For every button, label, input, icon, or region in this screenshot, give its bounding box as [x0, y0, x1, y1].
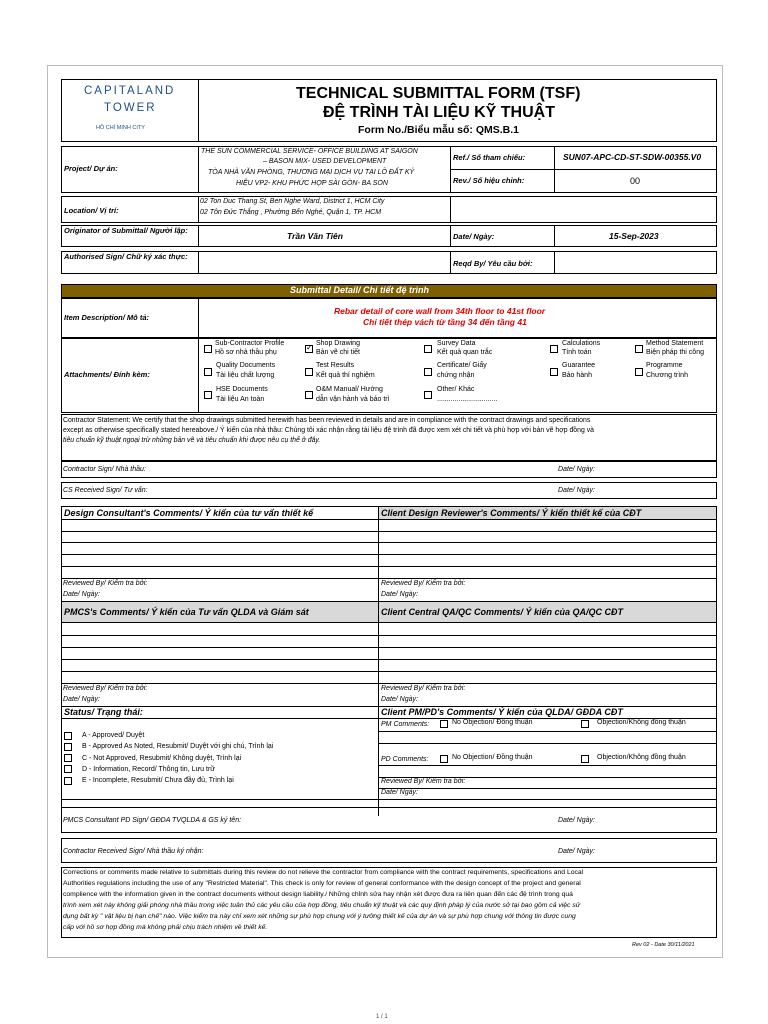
checkbox-om-manual[interactable]: [305, 391, 313, 399]
attach-label: Guarantee: [562, 362, 596, 369]
logo-line2: TOWER: [104, 102, 157, 114]
rev-value: 00: [630, 176, 641, 186]
checkbox-shop-drawing[interactable]: [305, 345, 313, 353]
location-line2: 02 Tôn Đức Thắng , Phường Bến Nghé, Quận 1, TP. HCM: [200, 209, 382, 216]
project-label: Project/ Dự án:: [64, 164, 118, 173]
disclaimer-line1: Corrections or comments made relative to submittals during this review do not relieve the contractor from compliance with the contract requirements, specifications and Local: [63, 869, 584, 876]
status-checkbox-a[interactable]: [64, 732, 72, 740]
attach-label-vi: chứng nhận: [437, 372, 475, 379]
originator-date-label: Date/ Ngày:: [453, 232, 495, 241]
status-item: A - Approved/ Duyệt: [82, 732, 145, 739]
status-checkbox-c[interactable]: [64, 754, 72, 762]
attach-label: Programme: [646, 362, 683, 369]
contractor-sign-box: [61, 461, 717, 478]
page-number: 1 / 1: [376, 1014, 388, 1020]
status-checkbox-e[interactable]: [64, 777, 72, 785]
attach-label-vi: Bảo hành: [562, 372, 592, 379]
attach-label-vi: Biện pháp thi công: [646, 349, 704, 356]
originator-label: Originator of Submittal/ Người lập:: [64, 226, 188, 235]
date-label: Date/ Ngày:: [381, 591, 418, 598]
statement-line1: Contractor Statement: We certify that the shop drawings submitted herewith has been reviewed in details and are in compliance with the contract drawings and specifications: [63, 417, 591, 424]
attach-label: Survey Data: [437, 340, 476, 347]
attach-label: Quality Documents: [216, 362, 276, 369]
date-label: Date/ Ngày:: [63, 696, 100, 703]
date-label: Date/ Ngày:: [381, 789, 418, 796]
client-design-header: [378, 506, 717, 520]
attach-label-vi: Tài liệu An toàn: [216, 396, 265, 403]
contractor-received-date-label: Date/ Ngày:: [558, 848, 595, 855]
originator-value: Trần Văn Tiên: [287, 231, 343, 241]
pm-no-objection-checkbox[interactable]: [440, 720, 448, 728]
statement-line3: tiêu chuẩn kỹ thuật ngoại trừ những bản vẽ và tiêu chuẩn khi được nêu cụ thể ở đây.: [63, 437, 321, 444]
checkbox-survey-data[interactable]: [424, 345, 432, 353]
client-qaqc-title: Client Central QA/QC Comments/ Ý kiến của QA/QC CĐT: [381, 607, 624, 617]
pm-comments-label: PM Comments:: [381, 721, 430, 728]
design-consultant-title: Design Consultant's Comments/ Ý kiến của tư vấn thiết kế: [64, 508, 314, 518]
attach-label: Certificate/ Giấy: [437, 362, 487, 369]
attach-label: Sub-Contractor Profile: [215, 340, 285, 347]
cs-sign-box: [61, 482, 717, 499]
checkbox-subcontractor-profile[interactable]: [204, 345, 212, 353]
attachments-label: Attachments/ Đính kèm:: [64, 370, 150, 379]
attach-label-vi: Chương trình: [646, 372, 688, 379]
attach-label-vi: ...............................: [437, 396, 498, 403]
item-line1: Rebar detail of core wall from 34th floor to 41st floor: [334, 306, 546, 316]
location-box: [61, 196, 717, 223]
checkbox-method-statement[interactable]: [635, 345, 643, 353]
disclaimer-line4: trình xem xét này không giải phóng nhà thầu trong việc tuân thủ các yêu cầu của hợp đồng, tiêu chuẩn kỹ thuật và các quy định pháp lý của nước sở tại bao gồm cả việc sử: [63, 902, 581, 909]
checkbox-hse-documents[interactable]: [204, 391, 212, 399]
client-design-title: Client Design Reviewer's Comments/ Ý kiến thiết kế của CĐT: [381, 508, 642, 518]
project-line3: TÒA NHÀ VĂN PHÒNG, THƯƠNG MẠI DỊCH VỤ TẠI LÔ ĐẤT KÝ: [208, 169, 415, 176]
checkbox-test-results[interactable]: [305, 368, 313, 376]
pmcs-sign-label: PMCS Consultant PD Sign/ GĐDA TVQLDA & GS ký tên:: [63, 817, 242, 824]
location-label: Location/ Vị trí:: [64, 206, 119, 215]
logo-line3: HỒ CHÍ MINH CITY: [96, 125, 145, 131]
cs-sign-label: CS Received Sign/ Tư vấn:: [63, 487, 148, 494]
client-qaqc-header: [378, 601, 717, 623]
pmcs-header: [61, 601, 379, 623]
revision-note: Rev 02 - Date 30/11/2021: [632, 942, 695, 948]
status-item: C - Not Approved, Resubmit/ Không duyệt, Trình lại: [82, 755, 242, 762]
submittal-detail-title: Submittal Detail/ Chi tiết đệ trình: [290, 285, 430, 295]
pm-objection-label: Objection/Không đồng thuận: [597, 719, 686, 726]
disclaimer-line6: cấp với hồ sơ hợp đồng mà không phải chịu trách nhiệm về thiết kế.: [63, 924, 268, 931]
status-checkbox-b[interactable]: [64, 743, 72, 751]
pm-objection-checkbox[interactable]: [581, 720, 589, 728]
status-title: Status/ Trạng thái:: [64, 707, 143, 717]
project-line1: THE SUN COMMERCIAL SERVICE- OFFICE BUILDING AT SAIGON: [201, 148, 418, 155]
contractor-date-label: Date/ Ngày:: [558, 466, 595, 473]
status-header: [61, 706, 379, 719]
reviewed-by-label: Reviewed By/ Kiểm tra bởi:: [63, 580, 148, 587]
pm-no-objection-label: No Objection/ Đồng thuận: [452, 719, 533, 726]
status-item: D - Information, Record/ Thông tin, Lưu trữ: [82, 766, 215, 773]
status-item: E - Incomplete, Resubmit/ Chưa đầy đủ, Trình lại: [82, 777, 234, 784]
reviewed-by-label: Reviewed By/ Kiểm tra bởi:: [381, 685, 466, 692]
attach-label-vi: Bản vẽ chi tiết: [316, 349, 360, 356]
attach-label: O&M Manual/ Hướng: [316, 386, 383, 393]
form-no: Form No./Biểu mẫu số: QMS.B.1: [358, 124, 520, 136]
attach-label-vi: Kết quả quan trắc: [437, 349, 493, 356]
design-consultant-header: [61, 506, 379, 520]
project-line4: HIỆU VP2- KHU PHỨC HỢP SÀI GÒN- BA SON: [236, 180, 388, 187]
attach-label-vi: Tài liệu chất lượng: [216, 372, 275, 379]
statement-line2: except as otherwise specifically stated hereabove./ Ý kiến của nhà thầu: Chúng tôi xác nhận rằng tài liệu đệ trình đã được xem xét chi tiết và phù hợp với bản vẽ hợp đồng và: [63, 427, 594, 434]
pmcs-title: PMCS's Comments/ Ý kiến của Tư vấn QLDA và Giám sát: [64, 607, 309, 617]
date-label: Date/ Ngày:: [63, 591, 100, 598]
pd-objection-label: Objection/Không đồng thuận: [597, 754, 686, 761]
attach-label-vi: Tính toán: [562, 349, 592, 356]
pd-no-objection-checkbox[interactable]: [440, 755, 448, 763]
client-pm-title: Client PM/PD's Comments/ Ý kiến của QLDA/ GĐDA CĐT: [381, 707, 623, 717]
disclaimer-line5: dụng bất kỳ " vật liệu bị hạn chế" nào. Việc kiểm tra này chỉ xem xét những sự phù hợp chung với ý tưởng thiết kế của dự án và sự phù hợp chung với thông tin được cung: [63, 913, 576, 920]
checkbox-certificate[interactable]: [424, 368, 432, 376]
cs-date-label: Date/ Ngày:: [558, 487, 595, 494]
status-item: B - Approved As Noted, Resubmit/ Duyệt với ghi chú, Trình lại: [82, 743, 274, 750]
item-label: Item Description/ Mô tả:: [64, 313, 150, 322]
project-line2: – BASON MIX- USED DEVELOPMENT: [263, 158, 387, 165]
checkbox-programme[interactable]: [635, 368, 643, 376]
checkbox-calculations[interactable]: [550, 345, 558, 353]
date-label: Date/ Ngày:: [381, 696, 418, 703]
checkbox-other[interactable]: [424, 391, 432, 399]
title-en: TECHNICAL SUBMITTAL FORM (TSF): [296, 85, 581, 102]
attach-label-vi: Hồ sơ nhà thầu phụ: [215, 349, 277, 356]
reviewed-by-label: Reviewed By/ Kiểm tra bởi:: [63, 685, 148, 692]
ref-value: SUN07-APC-CD-ST-SDW-00355.V0: [563, 152, 702, 162]
reviewed-by-label: Reviewed By/ Kiểm tra bởi:: [381, 580, 466, 587]
client-pm-header: [378, 706, 717, 719]
originator-date: 15-Sep-2023: [609, 231, 659, 241]
attach-label: Shop Drawing: [316, 340, 360, 347]
attach-label-vi: dẫn vận hành và bảo trì: [316, 396, 390, 403]
pd-comments-label: PD Comments:: [381, 756, 429, 763]
item-line2: Chi tiết thép vách từ tầng 34 đến tầng 41: [363, 317, 527, 327]
pmcs-sign-date-label: Date/ Ngày:: [558, 817, 595, 824]
attach-label-vi: Kết quả thí nghiệm: [316, 372, 375, 379]
authorised-label: Authorised Sign/ Chữ ký xác thực:: [64, 252, 188, 261]
checkbox-quality-documents[interactable]: [204, 368, 212, 376]
reviewed-by-label: Reviewed By/ Kiểm tra bởi:: [381, 778, 466, 785]
pd-objection-checkbox[interactable]: [581, 755, 589, 763]
logo-line1: CAPITALAND: [84, 85, 176, 97]
location-line1: 02 Ton Duc Thang St, Ben Nghe Ward, District 1, HCM City: [200, 198, 385, 205]
rev-label: Rev./ Số hiệu chỉnh:: [453, 176, 525, 185]
reqd-label: Reqd By/ Yêu cầu bởi:: [453, 259, 533, 268]
title-vi: ĐỆ TRÌNH TÀI LIỆU KỸ THUẬT: [323, 104, 555, 121]
status-checkbox-d[interactable]: [64, 765, 72, 773]
checkbox-guarantee[interactable]: [550, 368, 558, 376]
attach-label: HSE Documents: [216, 386, 268, 393]
attach-label: Test Results: [316, 362, 355, 369]
contractor-sign-label: Contractor Sign/ Nhà thầu:: [63, 466, 146, 473]
pd-no-objection-label: No Objection/ Đồng thuận: [452, 754, 533, 761]
attach-label: Calculations: [562, 340, 601, 347]
attach-label: Method Statement: [646, 340, 704, 347]
attach-label: Other/ Khác: [437, 386, 475, 393]
disclaimer-line2: Authorities regulations including the use of any "Restricted Material". This check is only for review of general conformance with the design concept of the project and general: [63, 880, 581, 887]
contractor-received-label: Contractor Received Sign/ Nhà thầu ký nhận:: [63, 848, 204, 855]
ref-label: Ref./ Số tham chiếu:: [453, 153, 526, 162]
disclaimer-line3: complience with the information given in the contract documents without design liability./ Những chỉnh sửa hay nhận xét được đưa ra liên quan đến các đệ trình trong quá: [63, 891, 573, 898]
